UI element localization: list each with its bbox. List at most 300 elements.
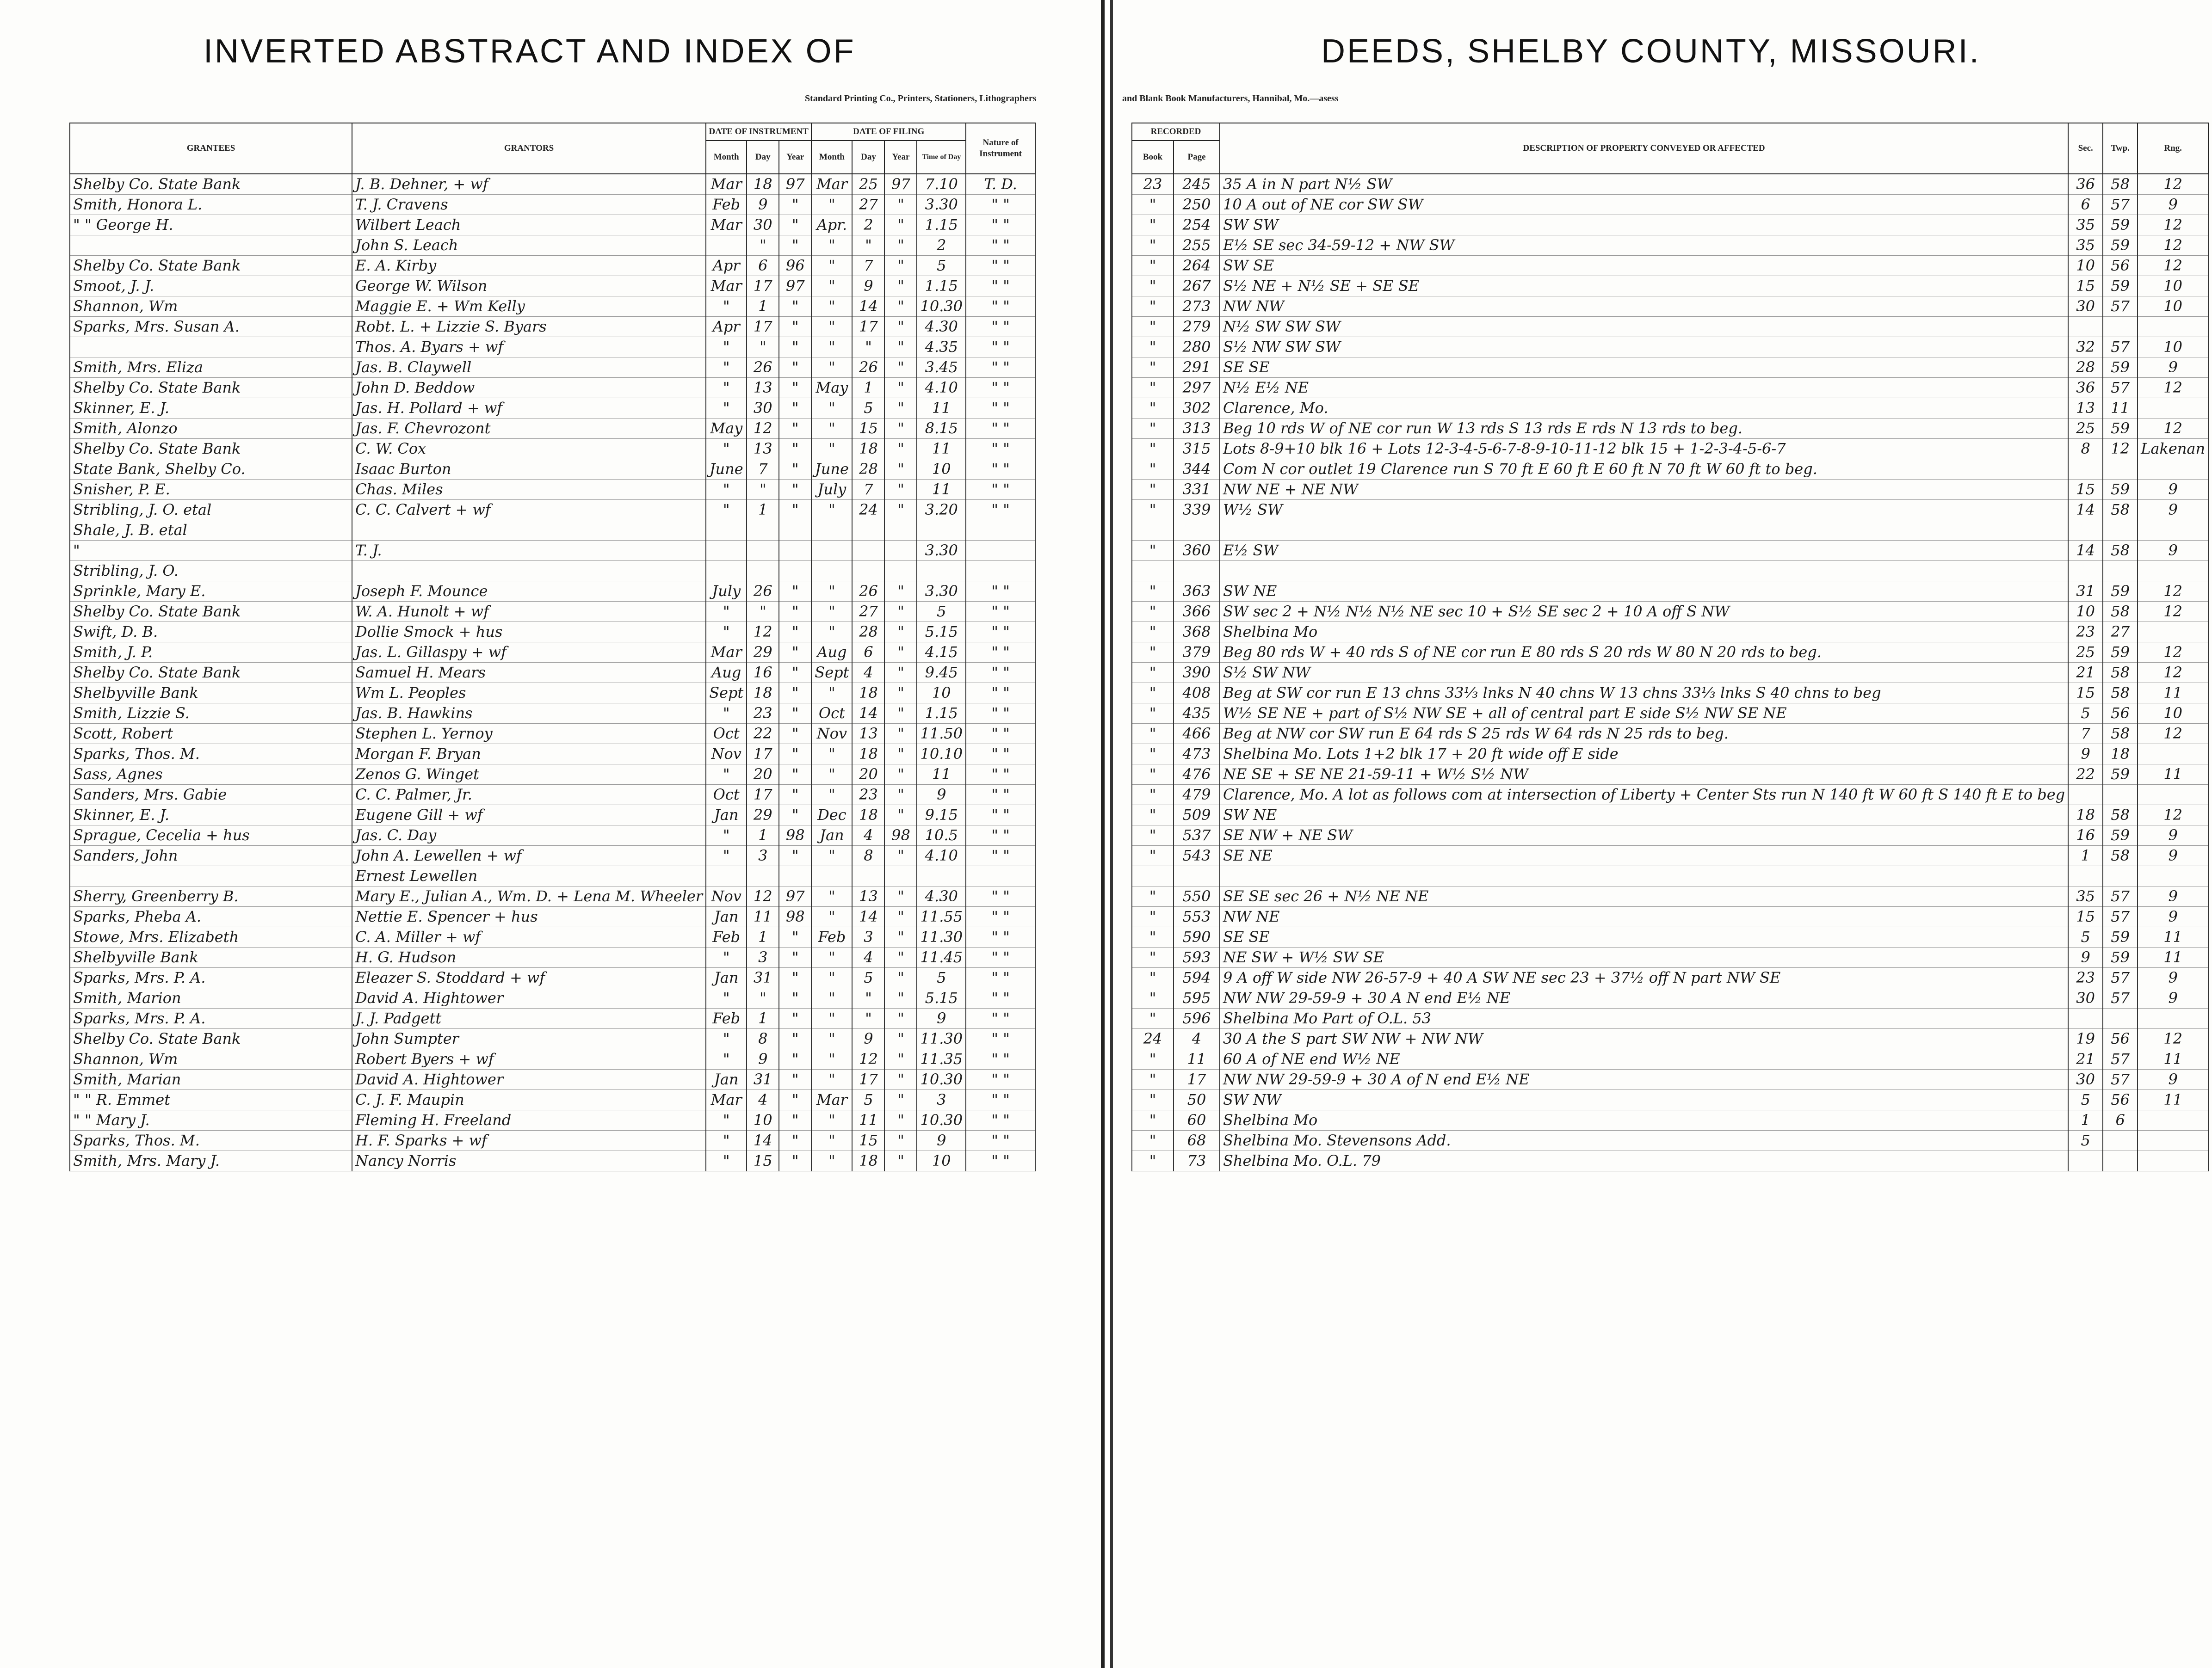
instrument-year-cell [779,520,811,541]
time-of-day-cell: 4.10 [917,846,966,866]
instrument-month-cell: " [706,357,747,378]
filing-day-cell: 4 [852,663,884,683]
rng-cell: 10 [2138,337,2208,357]
instrument-day-cell: 1 [747,825,779,846]
twp-cell: 59 [2103,581,2138,602]
grantee-cell: Sparks, Pheba A. [70,907,352,927]
instrument-day-cell [747,866,779,886]
instrument-day-cell: 3 [747,846,779,866]
grantee-cell: " " George H. [70,215,352,235]
table-row [70,1151,1035,1171]
filing-month-cell: Oct [811,703,852,724]
filing-year-cell: " [884,927,917,948]
table-row [70,378,1035,398]
grantor-cell: C. W. Cox [352,439,706,459]
description-cell: SW NE [1220,581,2068,602]
instrument-day-cell: 1 [747,296,779,317]
filing-year-cell: " [884,1070,917,1090]
sec-cell: 7 [2068,724,2103,744]
filing-year-cell [884,866,917,886]
page-cell: 331 [1174,480,1220,500]
grantee-cell: Smith, Mrs. Eliza [70,357,352,378]
instrument-day-cell: 17 [747,744,779,764]
filing-month-cell: " [811,1070,852,1090]
instrument-day-cell: 17 [747,785,779,805]
instrument-day-cell: 17 [747,276,779,296]
table-row [1132,581,2208,602]
left-page-title: INVERTED ABSTRACT AND INDEX OF [204,33,856,70]
table-row [70,520,1035,541]
description-cell: SW sec 2 + N½ N½ N½ NE sec 10 + S½ SE sec 2 + 10 A off S NW [1220,602,2068,622]
grantee-cell: Smith, Marion [70,988,352,1009]
header-nature: Nature of Instrument [966,123,1035,174]
twp-cell: 58 [2103,683,2138,703]
instrument-year-cell: 98 [779,825,811,846]
sec-cell: 35 [2068,235,2103,256]
filing-year-cell: " [884,1110,917,1131]
twp-cell [2103,1009,2138,1029]
table-row [1132,805,2208,825]
grantor-cell: Robt. L. + Lizzie S. Byars [352,317,706,337]
grantee-cell: Smith, Alonzo [70,419,352,439]
time-of-day-cell [917,561,966,581]
description-cell: Beg 80 rds W + 40 rds S of NE cor run E 80 rds S 20 rds W 80 N 20 rds to beg. [1220,642,2068,663]
grantor-cell: John D. Beddow [352,378,706,398]
instrument-year-cell: " [779,785,811,805]
table-row [1132,1049,2208,1070]
filing-day-cell: 14 [852,703,884,724]
page-cell: 479 [1174,785,1220,805]
filing-month-cell: " [811,1049,852,1070]
grantor-cell: W. A. Hunolt + wf [352,602,706,622]
twp-cell: 59 [2103,357,2138,378]
book-cell: " [1132,988,1174,1009]
rng-cell [2138,785,2208,805]
header-filing-year: Year [884,141,917,174]
book-cell: " [1132,683,1174,703]
table-row [70,1049,1035,1070]
description-cell: NW NW 29-59-9 + 30 A N end E½ NE [1220,988,2068,1009]
table-row [70,215,1035,235]
table-row [70,357,1035,378]
grantee-cell [70,235,352,256]
filing-year-cell: " [884,744,917,764]
filing-year-cell: " [884,256,917,276]
nature-cell: " " [966,398,1035,419]
description-cell: NE SW + W½ SW SE [1220,948,2068,968]
grantor-cell [352,561,706,581]
table-row [70,1131,1035,1151]
sec-cell: 10 [2068,256,2103,276]
table-row [70,398,1035,419]
grantor-cell: Eleazer S. Stoddard + wf [352,968,706,988]
sec-cell: 25 [2068,642,2103,663]
sec-cell: 15 [2068,276,2103,296]
grantee-cell: " " R. Emmet [70,1090,352,1110]
table-row [70,235,1035,256]
sec-cell [2068,459,2103,480]
page-cell [1174,866,1220,886]
rng-cell: 12 [2138,174,2208,195]
nature-cell: " " [966,988,1035,1009]
filing-month-cell: " [811,1029,852,1049]
grantee-cell: Smith, J. P. [70,642,352,663]
filing-day-cell: 20 [852,764,884,785]
rng-cell: 12 [2138,602,2208,622]
instrument-day-cell: 29 [747,805,779,825]
instrument-day-cell: 12 [747,622,779,642]
twp-cell: 57 [2103,1049,2138,1070]
instrument-year-cell: " [779,968,811,988]
sec-cell: 5 [2068,1090,2103,1110]
grantor-cell: T. J. Cravens [352,195,706,215]
page-cell: 255 [1174,235,1220,256]
filing-year-cell: " [884,886,917,907]
rng-cell: 9 [2138,825,2208,846]
instrument-year-cell: " [779,235,811,256]
filing-month-cell: Mar [811,174,852,195]
time-of-day-cell: 7.10 [917,174,966,195]
filing-day-cell: 11 [852,1110,884,1131]
table-row [70,927,1035,948]
instrument-day-cell: 9 [747,195,779,215]
grantee-cell: Shelby Co. State Bank [70,256,352,276]
description-cell: Shelbina Mo. Lots 1+2 blk 17 + 20 ft wide off E side [1220,744,2068,764]
description-cell: 9 A off W side NW 26-57-9 + 40 A SW NE sec 23 + 37½ off N part NW SE [1220,968,2068,988]
time-of-day-cell: 9.45 [917,663,966,683]
instrument-year-cell: " [779,948,811,968]
book-cell: " [1132,317,1174,337]
sec-cell [2068,561,2103,581]
instrument-year-cell: " [779,1110,811,1131]
sec-cell: 32 [2068,337,2103,357]
table-row [70,724,1035,744]
book-cell: " [1132,825,1174,846]
time-of-day-cell: 11 [917,480,966,500]
page-cell: 593 [1174,948,1220,968]
table-row [1132,357,2208,378]
instrument-year-cell: 97 [779,276,811,296]
nature-cell: " " [966,1151,1035,1171]
instrument-year-cell [779,541,811,561]
page-cell: 267 [1174,276,1220,296]
sec-cell: 9 [2068,948,2103,968]
instrument-year-cell: " [779,439,811,459]
description-cell: W½ SW [1220,500,2068,520]
twp-cell: 59 [2103,927,2138,948]
header-book: Book [1132,141,1174,174]
table-row [70,276,1035,296]
page-cell: 313 [1174,419,1220,439]
instrument-day-cell: 17 [747,317,779,337]
rng-cell: 9 [2138,968,2208,988]
grantor-cell: John Sumpter [352,1029,706,1049]
filing-month-cell: " [811,256,852,276]
filing-year-cell: " [884,296,917,317]
description-cell: NW NW 29-59-9 + 30 A of N end E½ NE [1220,1070,2068,1090]
grantor-cell: Ernest Lewellen [352,866,706,886]
table-row [1132,642,2208,663]
sec-cell: 15 [2068,480,2103,500]
instrument-month-cell: July [706,581,747,602]
grantee-cell: Shannon, Wm [70,1049,352,1070]
filing-year-cell: " [884,642,917,663]
filing-day-cell: 27 [852,602,884,622]
grantee-cell: Skinner, E. J. [70,805,352,825]
grantor-cell: C. A. Miller + wf [352,927,706,948]
description-cell: Com N cor outlet 19 Clarence run S 70 ft E 60 ft E 60 ft N 70 ft W 60 ft to beg. [1220,459,2068,480]
instrument-day-cell: 30 [747,398,779,419]
filing-day-cell: 15 [852,1131,884,1151]
instrument-month-cell: Oct [706,724,747,744]
nature-cell: " " [966,724,1035,744]
book-cell: " [1132,398,1174,419]
header-grantors: GRANTORS [352,123,706,174]
header-date-of-filing: DATE OF FILING [811,123,966,141]
description-cell: NE SE + SE NE 21-59-11 + W½ S½ NW [1220,764,2068,785]
nature-cell: " " [966,907,1035,927]
filing-month-cell: " [811,276,852,296]
page-cell: 344 [1174,459,1220,480]
filing-year-cell: " [884,276,917,296]
instrument-month-cell: " [706,1131,747,1151]
filing-year-cell: " [884,500,917,520]
book-cell: " [1132,907,1174,927]
book-cell: " [1132,968,1174,988]
instrument-month-cell: Mar [706,642,747,663]
twp-cell: 57 [2103,378,2138,398]
sec-cell: 30 [2068,1070,2103,1090]
table-row [1132,337,2208,357]
filing-day-cell: 13 [852,886,884,907]
description-cell [1220,561,2068,581]
nature-cell: " " [966,581,1035,602]
twp-cell [2103,866,2138,886]
grantee-cell: Smith, Lizzie S. [70,703,352,724]
instrument-month-cell [706,235,747,256]
time-of-day-cell [917,866,966,886]
filing-month-cell: " [811,1009,852,1029]
grantee-cell: Stribling, J. O. etal [70,500,352,520]
left-page [0,0,1105,1668]
twp-cell: 57 [2103,1070,2138,1090]
book-cell [1132,520,1174,541]
instrument-day-cell: 8 [747,1029,779,1049]
header-sec: Sec. [2068,123,2103,174]
header-date-of-instrument: DATE OF INSTRUMENT [706,123,811,141]
table-row [70,886,1035,907]
filing-month-cell: " [811,988,852,1009]
filing-day-cell: 6 [852,642,884,663]
filing-day-cell: 2 [852,215,884,235]
table-row [70,968,1035,988]
book-cell [1132,561,1174,581]
page-cell: 280 [1174,337,1220,357]
nature-cell: " " [966,1009,1035,1029]
property-table [1131,123,2209,1171]
nature-cell: " " [966,1049,1035,1070]
time-of-day-cell: 10.30 [917,1110,966,1131]
filing-year-cell: " [884,846,917,866]
nature-cell: " " [966,1131,1035,1151]
nature-cell: " " [966,948,1035,968]
sec-cell: 21 [2068,1049,2103,1070]
rng-cell: 9 [2138,195,2208,215]
filing-month-cell: July [811,480,852,500]
description-cell: Shelbina Mo. O.L. 79 [1220,1151,2068,1171]
instrument-day-cell: 26 [747,357,779,378]
table-row [70,703,1035,724]
book-cell: " [1132,602,1174,622]
nature-cell [966,541,1035,561]
rng-cell: 11 [2138,927,2208,948]
twp-cell [2103,317,2138,337]
table-row [1132,419,2208,439]
time-of-day-cell: 10.30 [917,296,966,317]
filing-month-cell: Aug [811,642,852,663]
description-cell: SE SE sec 26 + N½ NE NE [1220,886,2068,907]
header-filing-month: Month [811,141,852,174]
book-cell: " [1132,1070,1174,1090]
page-cell: 595 [1174,988,1220,1009]
instrument-day-cell: 18 [747,683,779,703]
instrument-month-cell: " [706,296,747,317]
instrument-day-cell: 23 [747,703,779,724]
description-cell: N½ E½ NE [1220,378,2068,398]
book-cell: " [1132,256,1174,276]
rng-cell: 12 [2138,235,2208,256]
filing-month-cell: " [811,317,852,337]
filing-day-cell [852,866,884,886]
filing-month-cell: " [811,1110,852,1131]
time-of-day-cell: 4.30 [917,886,966,907]
grantee-cell: Sparks, Mrs. P. A. [70,1009,352,1029]
page-cell: 594 [1174,968,1220,988]
nature-cell: " " [966,622,1035,642]
filing-month-cell: " [811,764,852,785]
filing-month-cell: Mar [811,1090,852,1110]
description-cell: Clarence, Mo. [1220,398,2068,419]
time-of-day-cell: 9.15 [917,805,966,825]
table-row [1132,968,2208,988]
filing-day-cell: 5 [852,398,884,419]
rng-cell: 9 [2138,500,2208,520]
filing-year-cell: " [884,459,917,480]
rng-cell [2138,1009,2208,1029]
table-row [70,541,1035,561]
description-cell: SE SE [1220,927,2068,948]
filing-year-cell: " [884,337,917,357]
time-of-day-cell: 10 [917,459,966,480]
nature-cell [966,561,1035,581]
book-cell: " [1132,846,1174,866]
instrument-year-cell: " [779,581,811,602]
filing-year-cell: " [884,1151,917,1171]
book-cell: " [1132,419,1174,439]
table-row [70,337,1035,357]
sec-cell: 23 [2068,622,2103,642]
rng-cell: 9 [2138,480,2208,500]
nature-cell: " " [966,1090,1035,1110]
description-cell: 60 A of NE end W½ NE [1220,1049,2068,1070]
instrument-month-cell: " [706,378,747,398]
time-of-day-cell: 11.55 [917,907,966,927]
grantee-cell: Shelby Co. State Bank [70,439,352,459]
grantee-cell: State Bank, Shelby Co. [70,459,352,480]
grantee-cell: Sparks, Thos. M. [70,744,352,764]
filing-year-cell: " [884,805,917,825]
sec-cell: 5 [2068,927,2103,948]
instrument-month-cell: Mar [706,276,747,296]
instrument-month-cell: Apr [706,256,747,276]
instrument-year-cell: " [779,1090,811,1110]
table-row [1132,1070,2208,1090]
table-row [1132,296,2208,317]
header-instrument-year: Year [779,141,811,174]
rng-cell: 9 [2138,357,2208,378]
instrument-year-cell: " [779,663,811,683]
time-of-day-cell: 4.35 [917,337,966,357]
book-cell: " [1132,1049,1174,1070]
instrument-month-cell: " [706,439,747,459]
grantor-cell: H. F. Sparks + wf [352,1131,706,1151]
nature-cell: " " [966,1070,1035,1090]
filing-year-cell: 97 [884,174,917,195]
filing-day-cell: 26 [852,581,884,602]
instrument-year-cell: " [779,805,811,825]
page-cell: 363 [1174,581,1220,602]
grantee-cell: Skinner, E. J. [70,398,352,419]
page-cell: 368 [1174,622,1220,642]
book-cell: " [1132,886,1174,907]
twp-cell: 57 [2103,337,2138,357]
instrument-year-cell: " [779,1151,811,1171]
filing-year-cell: " [884,235,917,256]
book-cell: " [1132,1009,1174,1029]
grantor-cell: J. B. Dehner, + wf [352,174,706,195]
instrument-month-cell: Feb [706,195,747,215]
rng-cell: 11 [2138,1049,2208,1070]
filing-year-cell: " [884,663,917,683]
instrument-year-cell: " [779,500,811,520]
nature-cell: " " [966,500,1035,520]
instrument-day-cell: 26 [747,581,779,602]
sec-cell: 5 [2068,703,2103,724]
header-instrument-month: Month [706,141,747,174]
description-cell: S½ NW SW SW [1220,337,2068,357]
instrument-year-cell: " [779,215,811,235]
grantee-cell: Scott, Robert [70,724,352,744]
description-cell: Shelbina Mo [1220,1110,2068,1131]
filing-month-cell: " [811,622,852,642]
twp-cell: 56 [2103,703,2138,724]
book-cell: " [1132,805,1174,825]
instrument-day-cell: 22 [747,724,779,744]
filing-day-cell: 18 [852,744,884,764]
nature-cell: " " [966,215,1035,235]
sec-cell: 19 [2068,1029,2103,1049]
rng-cell: 11 [2138,1090,2208,1110]
book-cell: " [1132,581,1174,602]
instrument-month-cell: " [706,764,747,785]
filing-day-cell: 14 [852,296,884,317]
sec-cell: 30 [2068,296,2103,317]
time-of-day-cell: 3.30 [917,581,966,602]
instrument-month-cell: Feb [706,1009,747,1029]
instrument-month-cell: " [706,1151,747,1171]
nature-cell: " " [966,764,1035,785]
page-cell: 17 [1174,1070,1220,1090]
